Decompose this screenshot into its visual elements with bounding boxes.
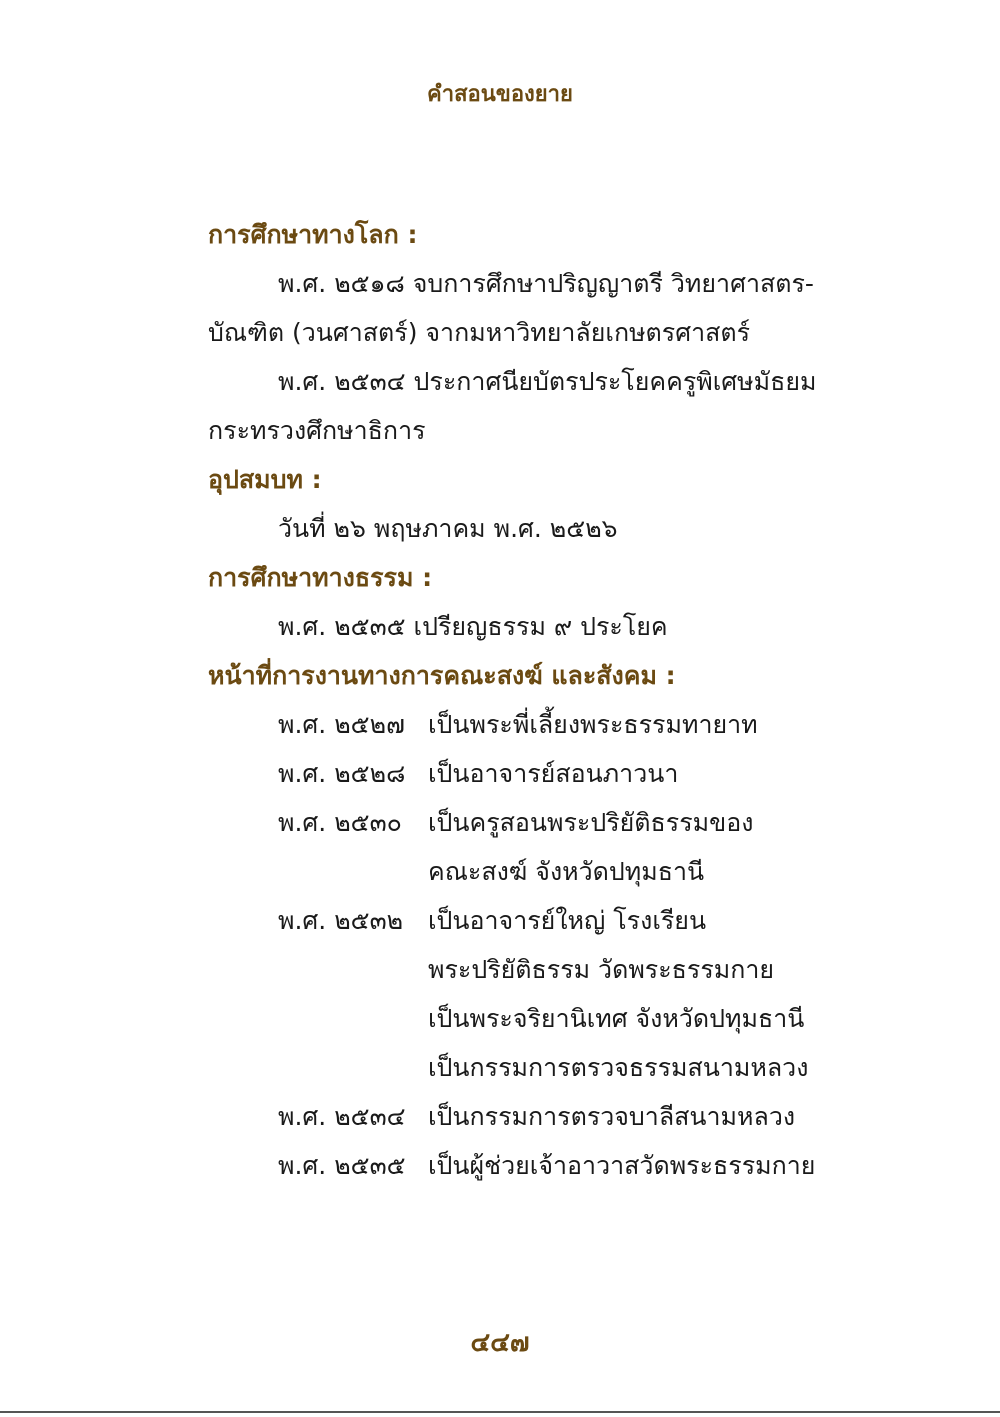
page-number: ๔๔๗ <box>470 1328 530 1358</box>
duty-line: เป็นพระพี่เลี้ยงพระธรรมทายาท <box>428 710 758 739</box>
bottom-rule <box>0 1411 1000 1413</box>
running-head: คำสอนของยาย <box>427 82 573 107</box>
duty-description <box>428 700 848 749</box>
duty-line: เป็นผู้ช่วยเจ้าอาวาสวัดพระธรรมกาย <box>428 1151 816 1180</box>
duty-entry <box>208 896 848 1092</box>
duty-entry <box>208 700 848 749</box>
duty-year: พ.ศ. ๒๕๒๘ <box>278 759 406 788</box>
world-education-line-2: บัณฑิต (วนศาสตร์) จากมหาวิทยาลัยเกษตรศาสตร์ <box>208 318 751 347</box>
world-education-line-4: กระทรวงศึกษาธิการ <box>208 416 426 445</box>
duty-entry <box>208 749 848 798</box>
duty-line: เป็นพระจริยานิเทศ จังหวัดปทุมธานี <box>428 1004 805 1033</box>
heading-ordination: อุปสมบท : <box>208 465 322 494</box>
duty-year: พ.ศ. ๒๕๓๐ <box>278 808 402 837</box>
world-education-line-1: พ.ศ. ๒๕๑๘ จบการศึกษาปริญญาตรี วิทยาศาสตร- <box>278 269 814 298</box>
duty-description <box>428 896 848 1092</box>
duty-year: พ.ศ. ๒๕๓๒ <box>278 906 404 935</box>
ordination-line: วันที่ ๒๖ พฤษภาคม พ.ศ. ๒๕๒๖ <box>278 514 618 543</box>
heading-duties: หน้าที่การงานทางการคณะสงฆ์ และสังคม : <box>208 661 676 690</box>
duty-description <box>428 749 848 798</box>
duty-line: เป็นอาจารย์สอนภาวนา <box>428 759 679 788</box>
duty-line: เป็นกรรมการตรวจบาลีสนามหลวง <box>428 1102 796 1131</box>
duty-description <box>428 1141 848 1190</box>
duty-description <box>428 1092 848 1141</box>
heading-world-education: การศึกษาทางโลก : <box>208 220 418 249</box>
duty-year: พ.ศ. ๒๕๒๗ <box>278 710 405 739</box>
duty-entry <box>208 1092 848 1141</box>
duty-line: เป็นอาจารย์ใหญ่ โรงเรียน <box>428 906 707 935</box>
world-education-line-3: พ.ศ. ๒๕๓๔ ประกาศนียบัตรประโยคครูพิเศษมัธยม <box>278 367 817 396</box>
duty-line: เป็นกรรมการตรวจธรรมสนามหลวง <box>428 1053 809 1082</box>
page-content <box>208 210 848 1190</box>
duty-line: พระปริยัติธรรม วัดพระธรรมกาย <box>428 955 775 984</box>
dhamma-education-line: พ.ศ. ๒๕๓๕ เปรียญธรรม ๙ ประโยค <box>278 612 668 641</box>
duty-entry <box>208 798 848 896</box>
duty-line: คณะสงฆ์ จังหวัดปทุมธานี <box>428 857 705 886</box>
duty-line: เป็นครูสอนพระปริยัติธรรมของ <box>428 808 754 837</box>
duty-year: พ.ศ. ๒๕๓๕ <box>278 1151 406 1180</box>
duty-description <box>428 798 848 896</box>
duty-entry <box>208 1141 848 1190</box>
duty-year: พ.ศ. ๒๕๓๔ <box>278 1102 406 1131</box>
heading-dhamma-education: การศึกษาทางธรรม : <box>208 563 433 592</box>
